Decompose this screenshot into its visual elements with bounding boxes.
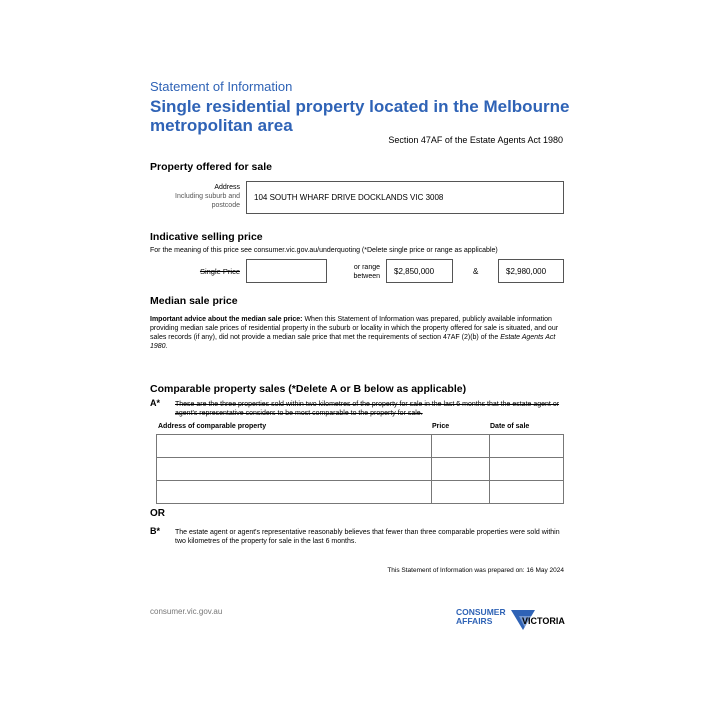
table-cell-address[interactable] [157,481,432,504]
or-label: OR [150,508,165,519]
column-date: Date of sale [490,423,530,430]
column-price: Price [432,423,450,430]
table-row [157,435,564,458]
table-cell-date[interactable] [490,435,564,458]
comparable-heading: Comparable property sales (*Delete A or B below as applicable) [150,383,467,395]
median-advice-act: Estate Agents Act 1980. [150,334,556,350]
single-price-field[interactable] [246,259,327,283]
property-heading: Property offered for sale [150,161,272,173]
logo-line-1: CONSUMER [456,607,506,617]
table-cell-address[interactable] [157,458,432,481]
option-a-text: These are the three properties sold within two kilometres of the property for sale in the last 6 months that the estate agent or agent's representative considers to be most comparable to the property for sale. [175,401,560,417]
act-reference: Section 47AF of the Estate Agents Act 1980 [388,135,563,145]
table-cell-date[interactable] [490,481,564,504]
logo-line-2: AFFAIRS [456,616,493,626]
document-title: Single residential property located in the Melbourne metropolitan area [150,97,570,135]
footer-website[interactable]: consumer.vic.gov.au [150,607,223,616]
median-heading: Median sale price [150,295,238,307]
range-high-field[interactable]: $2,980,000 [498,259,564,283]
range-label: or range between [353,264,380,280]
option-b-marker: B* [150,526,161,536]
price-note: For the meaning of this price see consumer.vic.gov.au/underquoting (*Delete single price or range as applicable) [150,247,498,254]
address-label-text: Address [214,184,240,191]
range-and: & [473,267,479,276]
table-cell-address[interactable] [157,435,432,458]
range-low-field[interactable]: $2,850,000 [386,259,453,283]
option-a-marker: A* [150,398,161,408]
consumer-affairs-logo [456,608,566,640]
option-b-text: The estate agent or agent's representative reasonably believes that fewer than three comparable properties were sold within two kilometres of the property for sale in the last 6 months. [175,529,560,545]
single-price-label: Single Price [199,267,240,276]
median-advice [150,315,566,351]
document-label: Statement of Information [150,79,293,94]
comparable-table [156,434,564,504]
table-cell-price[interactable] [432,435,490,458]
address-label [150,183,240,210]
median-advice-text: When this Statement of Information was prepared, publicly available information providing median sale prices of residential property in the suburb or locality in which the property offered for sale is situated, and our sales records (if any), did not provide a median sale price that met the requirements of section 47AF (2)(b) of the [150,316,559,341]
table-cell-price[interactable] [432,481,490,504]
table-cell-date[interactable] [490,458,564,481]
address-sublabel: Including suburb and postcode [175,193,240,209]
prepared-date: This Statement of Information was prepared on: 16 May 2024 [387,567,564,574]
table-row [157,481,564,504]
table-cell-price[interactable] [432,458,490,481]
address-field[interactable]: 104 SOUTH WHARF DRIVE DOCKLANDS VIC 3008 [246,181,564,214]
logo-line-3: VICTORIA [522,616,565,626]
column-address: Address of comparable property [158,423,267,430]
table-row [157,458,564,481]
median-advice-bold: Important advice about the median sale price: [150,316,303,323]
price-heading: Indicative selling price [150,231,263,243]
